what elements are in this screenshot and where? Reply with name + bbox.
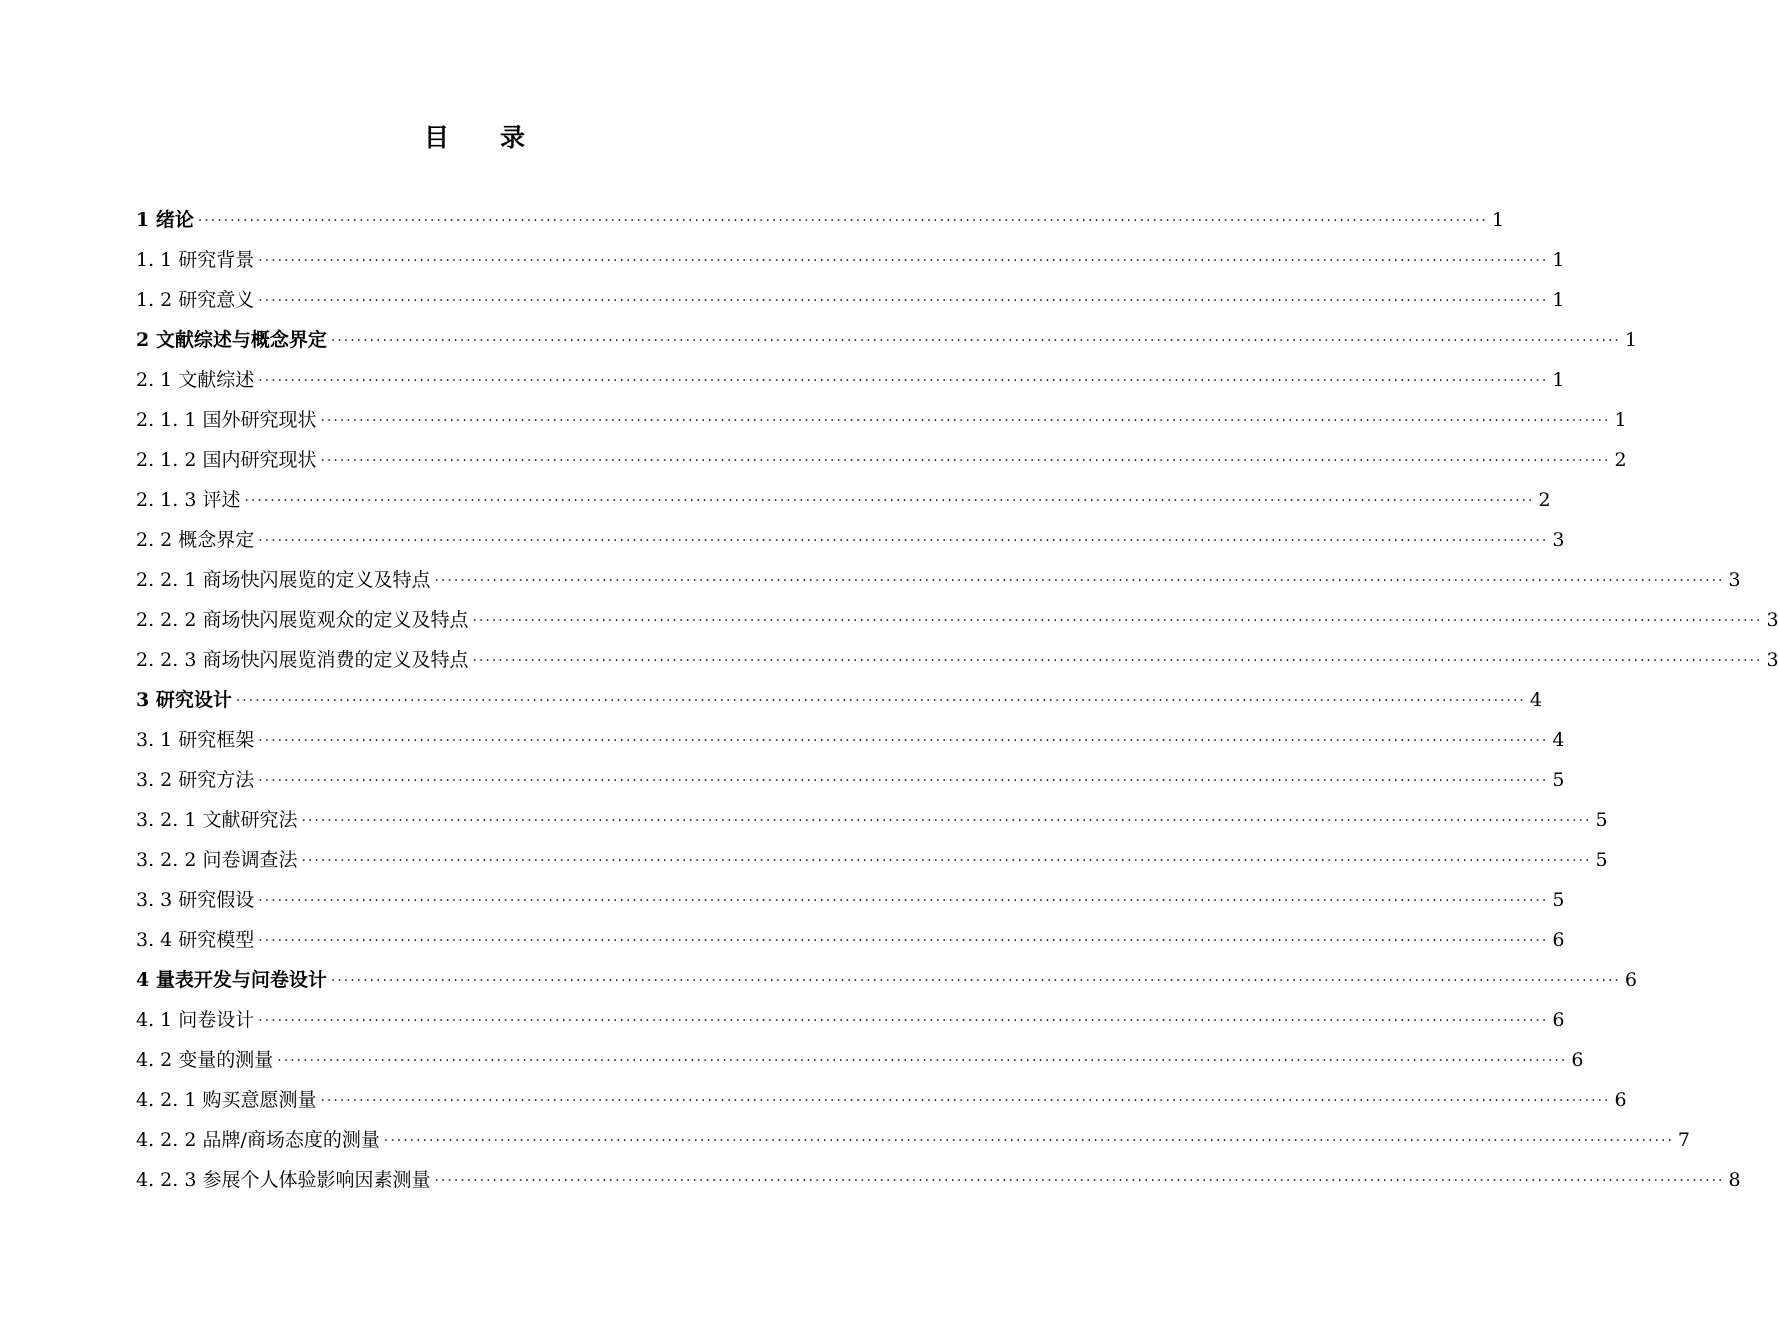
toc-entry-label: 3. 1 研究框架 xyxy=(136,729,255,751)
toc-entry-page-number: 3 xyxy=(1552,529,1565,551)
toc-entry-page-number: 4 xyxy=(1552,729,1565,751)
toc-entry-page-number: 1 xyxy=(1614,409,1627,431)
toc-leader-dots: ········································································································································································································ xyxy=(235,693,1526,709)
toc-entry[interactable] xyxy=(136,680,1542,720)
toc-leader-dots: ········································································································································································································ xyxy=(258,773,1549,789)
toc-entry[interactable] xyxy=(136,800,1608,840)
toc-entry-page-number: 8 xyxy=(1728,1169,1741,1191)
toc-entry-page-number: 6 xyxy=(1614,1089,1627,1111)
toc-entry-label: 2. 1. 1 国外研究现状 xyxy=(136,409,317,431)
title-char-right: 录 xyxy=(500,123,527,152)
toc-entry-label: 2. 2 概念界定 xyxy=(136,529,255,551)
toc-entry[interactable] xyxy=(136,920,1565,960)
toc-entry[interactable] xyxy=(136,600,1779,640)
toc-entry-page-number: 6 xyxy=(1624,969,1637,991)
toc-entry-page-number: 1 xyxy=(1624,329,1637,351)
toc-leader-dots: ········································································································································································································ xyxy=(301,813,1592,829)
toc-entry-page-number: 7 xyxy=(1677,1129,1691,1151)
toc-entry[interactable] xyxy=(136,1160,1741,1200)
table-of-contents xyxy=(136,200,1779,1200)
toc-entry[interactable] xyxy=(136,720,1565,760)
toc-leader-dots: ········································································································································································································ xyxy=(320,453,1611,469)
toc-entry[interactable] xyxy=(136,1080,1627,1120)
toc-entry-page-number: 6 xyxy=(1552,1009,1565,1031)
toc-entry[interactable] xyxy=(136,560,1741,600)
toc-entry-label: 2. 1. 2 国内研究现状 xyxy=(136,449,317,471)
toc-leader-dots: ········································································································································································································ xyxy=(320,413,1611,429)
toc-leader-dots: ········································································································································································································ xyxy=(258,533,1549,549)
toc-entry-page-number: 5 xyxy=(1595,849,1608,871)
page-title xyxy=(0,118,950,154)
toc-entry-label: 3. 2. 2 问卷调查法 xyxy=(136,849,298,871)
toc-entry-label: 4. 2. 3 参展个人体验影响因素测量 xyxy=(136,1169,431,1191)
toc-leader-dots: ········································································································································································································ xyxy=(197,213,1488,229)
toc-entry-page-number: 3 xyxy=(1728,569,1741,591)
toc-entry[interactable] xyxy=(136,880,1565,920)
toc-entry-label: 1 绪论 xyxy=(136,209,194,231)
toc-entry[interactable] xyxy=(136,200,1504,240)
toc-entry-page-number: 3 xyxy=(1766,649,1779,671)
toc-leader-dots: ········································································································································································································ xyxy=(258,733,1549,749)
toc-entry[interactable] xyxy=(136,320,1637,360)
toc-entry[interactable] xyxy=(136,1120,1691,1160)
toc-entry[interactable] xyxy=(136,960,1637,1000)
toc-entry[interactable] xyxy=(136,760,1565,800)
toc-leader-dots: ········································································································································································································ xyxy=(258,373,1549,389)
toc-entry-label: 3. 4 研究模型 xyxy=(136,929,255,951)
toc-entry[interactable] xyxy=(136,1040,1584,1080)
toc-leader-dots: ········································································································································································································ xyxy=(301,853,1592,869)
toc-entry-page-number: 5 xyxy=(1552,769,1565,791)
toc-entry-label: 4 量表开发与问卷设计 xyxy=(136,969,327,991)
toc-leader-dots: ········································································································································································································ xyxy=(383,1133,1674,1149)
toc-leader-dots: ········································································································································································································ xyxy=(258,933,1549,949)
toc-entry-label: 4. 2 变量的测量 xyxy=(136,1049,274,1071)
toc-entry-label: 3. 3 研究假设 xyxy=(136,889,255,911)
toc-entry-page-number: 2 xyxy=(1614,449,1627,471)
toc-entry-page-number: 4 xyxy=(1529,689,1542,711)
toc-entry-label: 2. 1. 3 评述 xyxy=(136,489,241,511)
toc-leader-dots: ········································································································································································································ xyxy=(258,893,1549,909)
toc-entry[interactable] xyxy=(136,640,1779,680)
toc-entry[interactable] xyxy=(136,840,1608,880)
toc-entry[interactable] xyxy=(136,280,1565,320)
toc-leader-dots: ········································································································································································································ xyxy=(434,1173,1725,1189)
toc-entry-label: 4. 1 问卷设计 xyxy=(136,1009,255,1031)
toc-entry-page-number: 1 xyxy=(1552,249,1565,271)
toc-entry-page-number: 6 xyxy=(1571,1049,1584,1071)
toc-leader-dots: ········································································································································································································ xyxy=(434,573,1725,589)
toc-entry-label: 4. 2. 1 购买意愿测量 xyxy=(136,1089,317,1111)
toc-leader-dots: ········································································································································································································ xyxy=(277,1053,1568,1069)
toc-entry[interactable] xyxy=(136,480,1551,520)
toc-leader-dots: ········································································································································································································ xyxy=(330,333,1621,349)
toc-entry[interactable] xyxy=(136,520,1565,560)
toc-entry[interactable] xyxy=(136,440,1627,480)
toc-leader-dots: ········································································································································································································ xyxy=(320,1093,1611,1109)
toc-entry-page-number: 6 xyxy=(1552,929,1565,951)
toc-entry-label: 2. 2. 2 商场快闪展览观众的定义及特点 xyxy=(136,609,469,631)
toc-entry-label: 3. 2. 1 文献研究法 xyxy=(136,809,298,831)
toc-entry-page-number: 1 xyxy=(1552,369,1565,391)
toc-entry[interactable] xyxy=(136,1000,1565,1040)
toc-entry[interactable] xyxy=(136,240,1565,280)
toc-entry[interactable] xyxy=(136,360,1565,400)
toc-entry-label: 2. 1 文献综述 xyxy=(136,369,255,391)
toc-entry-label: 3. 2 研究方法 xyxy=(136,769,255,791)
toc-leader-dots: ········································································································································································································ xyxy=(258,293,1549,309)
toc-entry-page-number: 3 xyxy=(1766,609,1779,631)
toc-entry-label: 1. 1 研究背景 xyxy=(136,249,255,271)
toc-entry-label: 2 文献综述与概念界定 xyxy=(136,329,327,351)
toc-entry-label: 1. 2 研究意义 xyxy=(136,289,255,311)
toc-leader-dots: ········································································································································································································ xyxy=(330,973,1621,989)
toc-entry-page-number: 1 xyxy=(1552,289,1565,311)
toc-leader-dots: ········································································································································································································ xyxy=(472,613,1763,629)
toc-leader-dots: ········································································································································································································ xyxy=(258,253,1549,269)
toc-entry-label: 3 研究设计 xyxy=(136,689,232,711)
toc-entry-page-number: 5 xyxy=(1595,809,1608,831)
toc-leader-dots: ········································································································································································································ xyxy=(472,653,1763,669)
toc-entry-label: 4. 2. 2 品牌/商场态度的测量 xyxy=(136,1129,380,1151)
toc-entry[interactable] xyxy=(136,400,1627,440)
toc-leader-dots: ········································································································································································································ xyxy=(244,493,1535,509)
toc-entry-label: 2. 2. 1 商场快闪展览的定义及特点 xyxy=(136,569,431,591)
toc-entry-page-number: 2 xyxy=(1538,489,1551,511)
toc-entry-page-number: 1 xyxy=(1491,209,1504,231)
toc-leader-dots: ········································································································································································································ xyxy=(258,1013,1549,1029)
toc-entry-page-number: 5 xyxy=(1552,889,1565,911)
toc-entry-label: 2. 2. 3 商场快闪展览消费的定义及特点 xyxy=(136,649,469,671)
title-char-left: 目 xyxy=(423,123,450,152)
